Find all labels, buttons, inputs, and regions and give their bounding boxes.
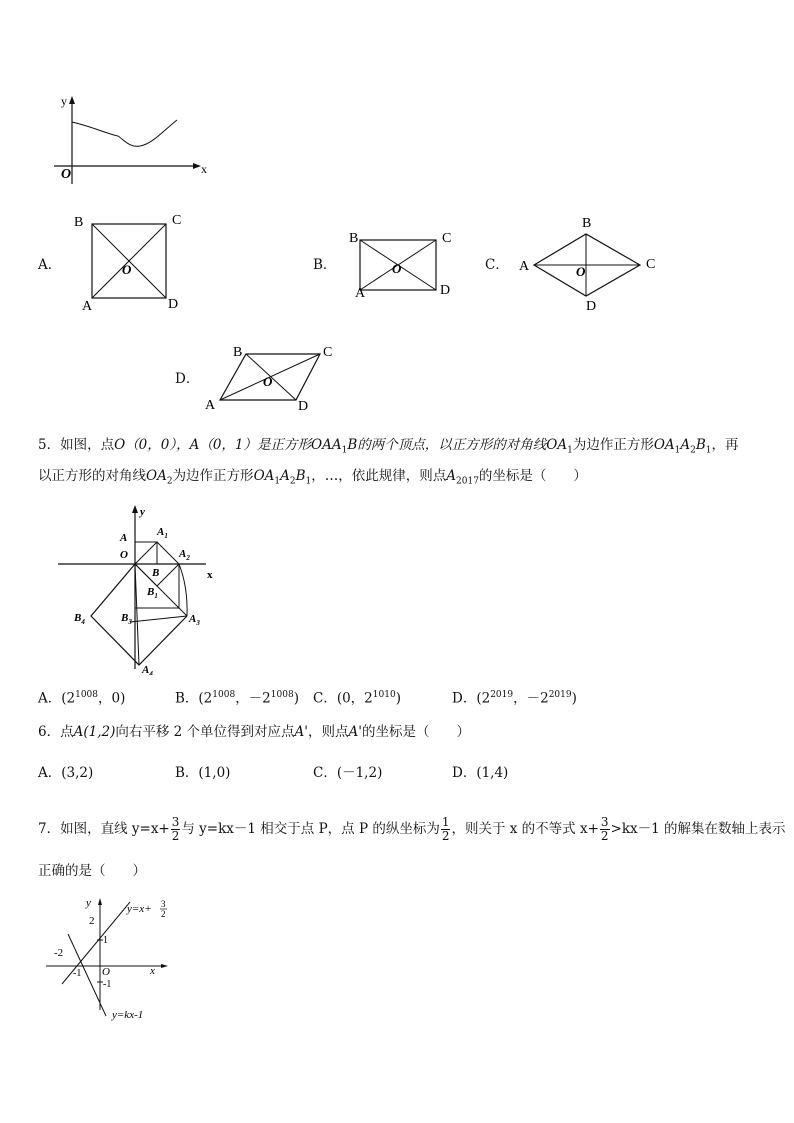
q6-option-c[interactable]: C．(－1,2) [313, 765, 383, 781]
option-d-figure [200, 340, 350, 416]
x-tick-neg1: -1 [73, 968, 82, 979]
point-c: C [442, 231, 452, 246]
q7-stem-line1: 7．如图，直线 y=x+ $\frac{3}{2}$ 与 y=kx－1 相交于点 P，点 P 的纵坐标为 $\frac{1}{2}$ ，则关于 x 的不等式 x+ $\frac{3}{2}$ >kx－1 的解集在数轴上表示 [38, 815, 786, 843]
q5-option-c[interactable]: C．(0，$2^{1010}$) [313, 690, 401, 707]
point-c: C [323, 345, 333, 360]
line1-frac-den: 2 [161, 909, 166, 919]
q6-option-a[interactable]: A．(3,2) [38, 765, 94, 781]
point-b2: $B_4$ [74, 612, 85, 626]
option-c-label[interactable]: C． [485, 257, 509, 273]
q7-stem-line2: 正确的是（ ） [38, 863, 146, 879]
point-o: O [392, 261, 402, 276]
origin-label: O [102, 966, 110, 978]
x-axis-label: x [207, 569, 213, 581]
point-o: O [120, 549, 128, 561]
option-d-label[interactable]: D． [175, 371, 200, 387]
option-b-figure [346, 228, 466, 300]
point-c: C [172, 213, 182, 228]
point-b: B [582, 216, 592, 231]
origin-label: O [61, 167, 72, 182]
point-b3: $B_3$ [121, 612, 132, 626]
q5-option-d[interactable]: D．($2^{2019}$，$-2^{2019}$) [452, 690, 577, 707]
y-axis-label: y [86, 897, 91, 909]
point-a: A [82, 299, 93, 312]
point-a: A [355, 286, 366, 300]
line1-frac-num: 3 [161, 899, 166, 909]
fraction: $\frac{3}{2}$ [600, 815, 609, 843]
option-a-figure [72, 208, 192, 312]
point-a1: $A_1$ [157, 526, 168, 540]
x-tick-neg2: -2 [54, 947, 64, 959]
point-a: A [519, 259, 530, 274]
option-b-label[interactable]: B． [313, 257, 337, 273]
y-tick-neg1: -1 [103, 979, 112, 990]
line1-label: y=x+ [127, 903, 152, 915]
point-a4: $A_4$ [142, 664, 153, 675]
q7-figure [40, 892, 180, 1024]
point-d: D [440, 283, 451, 298]
point-b1: $B_1$ [147, 586, 158, 600]
point-d: D [298, 399, 309, 414]
q5-option-a[interactable]: A．($2^{1008}$，0) [38, 690, 126, 707]
line2-label: y=kx-1 [112, 1009, 144, 1021]
q5-stem-line1: 5．如图，点O（0，0），A（0，1）是正方形$OAA_1B$的两个顶点，以正方形的对角线$OA_1$为边作正方形$OA_1A_2B_1$，再 [38, 437, 739, 456]
x-axis-label: x [150, 965, 155, 977]
x-axis-label: x [201, 162, 207, 176]
point-a: A [205, 398, 216, 413]
y-axis-label: y [61, 94, 67, 108]
option-a-label[interactable]: A． [38, 257, 62, 273]
curve-graph [50, 92, 215, 184]
point-d: D [168, 297, 179, 312]
point-b: B [349, 231, 359, 246]
point-b: B [152, 567, 160, 579]
fraction: $\frac{1}{2}$ [441, 815, 450, 843]
point-a: A [120, 532, 128, 544]
y-tick-1: 1 [103, 935, 108, 946]
q5-stem-line2: 以正方形的对角线$OA_2$为边作正方形$OA_1A_2B_1$，…，依此规律，则点$A_{2017}$的坐标是（ ） [38, 468, 587, 487]
q5-option-b[interactable]: B．($2^{1008}$，$-2^{1008}$) [175, 690, 299, 707]
point-b: B [74, 215, 84, 230]
y-tick-2: 2 [89, 915, 95, 927]
q6-option-d[interactable]: D．(1,4) [452, 765, 509, 781]
point-a2: $A_2$ [179, 548, 190, 562]
point-c: C [646, 257, 656, 272]
point-o: O [122, 262, 132, 277]
point-a3: $A_3$ [189, 613, 200, 627]
point-d: D [586, 299, 597, 314]
point-o: O [263, 374, 273, 389]
q6-option-b[interactable]: B．(1,0) [175, 765, 231, 781]
point-b: B [233, 345, 243, 360]
y-axis-label: y [140, 506, 145, 518]
q5-figure [58, 505, 218, 675]
option-c-figure [516, 212, 666, 316]
fraction: $\frac{3}{2}$ [171, 815, 180, 843]
q6-stem: 6．点A(1,2)向右平移 2 个单位得到对应点A'，则点A'的坐标是（ ） [38, 724, 470, 740]
point-o: O [576, 264, 586, 279]
